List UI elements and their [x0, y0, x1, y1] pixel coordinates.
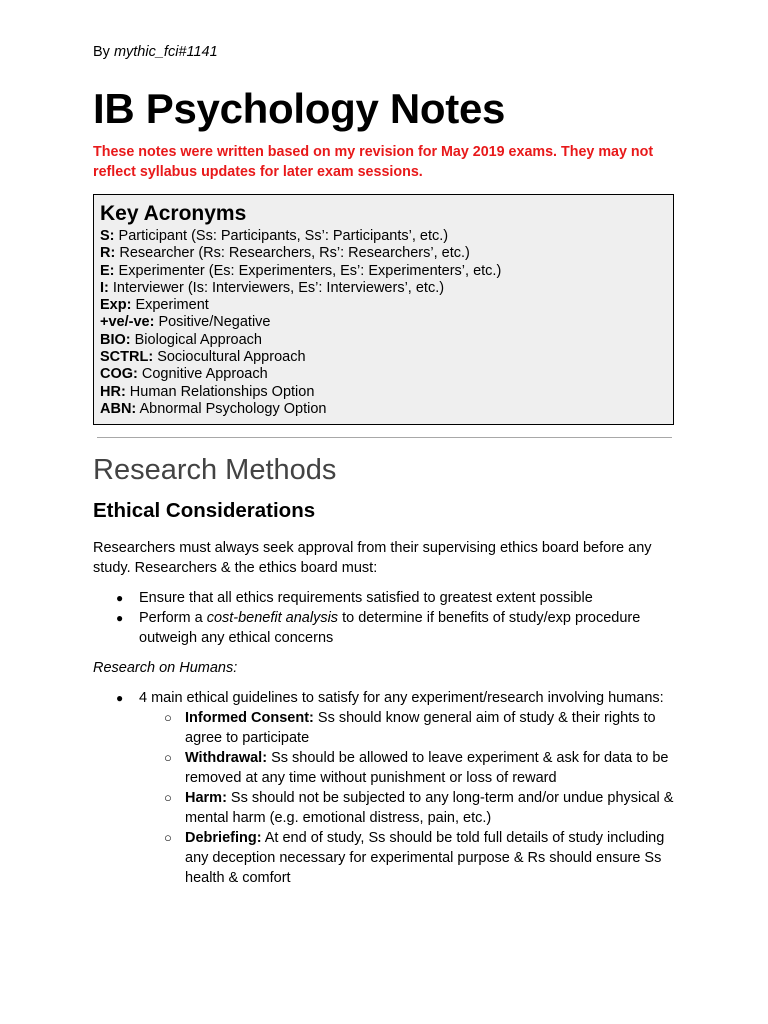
- ethics-board-list: [93, 588, 674, 648]
- bullet-circle-icon: ○: [164, 830, 172, 846]
- guideline-term: Debriefing:: [185, 830, 262, 847]
- acronym-row: [100, 332, 667, 349]
- acronym-abbr: ABN:: [100, 400, 137, 417]
- acronym-meaning: Participant (Ss: Participants, Ss’: Participants’, etc.): [114, 228, 449, 244]
- guideline-item: [164, 788, 674, 828]
- acronym-meaning: Interviewer (Is: Interviewers, Es’: Interviewers’, etc.): [108, 279, 445, 296]
- acronym-abbr: SCTRL:: [100, 349, 154, 366]
- acronym-abbr: E:: [100, 262, 115, 279]
- byline-author: mythic_fci#1141: [113, 44, 218, 60]
- guideline-text: Ss should not be subjected to any long-term and/or undue physical & mental harm (e.g. emotional distress, pain, etc.): [185, 790, 674, 827]
- bullet-dot-icon: ●: [116, 691, 124, 706]
- document-title: IB Psychology Notes: [93, 85, 506, 132]
- bullet-dot-icon: ●: [116, 591, 124, 606]
- intro-paragraph: Researchers must always seek approval from their supervising ethics board before any study. Researchers & the ethics board must:: [93, 540, 652, 577]
- guideline-term: Harm:: [185, 790, 227, 807]
- acronym-row: [100, 366, 667, 383]
- guideline-term: Withdrawal:: [185, 750, 268, 767]
- guideline-text: At end of study, Ss should be told full details of study including any deception necessary for experimental purpose & Rs should ensure Ss health & comfort: [185, 830, 665, 887]
- section-divider: [97, 437, 672, 438]
- acronym-abbr: BIO:: [100, 331, 131, 348]
- list-item: [116, 688, 674, 888]
- bullet-circle-icon: ○: [164, 790, 172, 806]
- acronym-row: [100, 384, 667, 401]
- guidelines-list: [139, 708, 674, 888]
- byline-prefix: By: [93, 44, 114, 60]
- acronym-row: [100, 245, 667, 262]
- acronym-abbr: R:: [100, 245, 116, 262]
- acronym-abbr: HR:: [100, 383, 126, 400]
- acronym-meaning: Biological Approach: [130, 331, 263, 348]
- acronym-abbr: S:: [100, 228, 115, 244]
- guideline-item: [164, 708, 674, 748]
- bullet-dot-icon: ●: [116, 611, 124, 626]
- acronym-meaning: Experimenter (Es: Experimenters, Es’: Experimenters’, etc.): [114, 262, 502, 279]
- acronym-row: [100, 349, 667, 366]
- acronym-meaning: Abnormal Psychology Option: [136, 400, 327, 417]
- acronym-meaning: Experiment: [131, 297, 209, 314]
- list-item-text: 4 main ethical guidelines to satisfy for any experiment/research involving humans:: [139, 690, 664, 707]
- key-acronyms-heading: Key Acronyms: [100, 202, 247, 225]
- bullet-circle-icon: ○: [164, 710, 172, 726]
- acronym-meaning: Human Relationships Option: [125, 383, 315, 400]
- guideline-item: [164, 828, 674, 888]
- acronym-row: [100, 297, 667, 314]
- key-acronyms-box: [93, 194, 674, 425]
- guideline-text: Ss should know general aim of study & their rights to agree to participate: [185, 710, 656, 747]
- humans-label: Research on Humans:: [93, 660, 238, 677]
- guideline-item: [164, 748, 674, 788]
- acronym-meaning: Positive/Negative: [154, 314, 271, 331]
- acronym-meaning: Researcher (Rs: Researchers, Rs’: Researchers’, etc.): [115, 245, 470, 262]
- acronym-row: [100, 401, 667, 418]
- list-item-text-pre: Perform a: [139, 610, 207, 627]
- list-item-emphasis: cost-benefit analysis: [206, 610, 339, 627]
- list-item: [116, 588, 674, 608]
- acronym-abbr: I:: [100, 279, 109, 296]
- guideline-text: Ss should be allowed to leave experiment & ask for data to be removed at any time without punishment or loss of reward: [185, 750, 669, 787]
- acronym-row: [100, 228, 667, 245]
- section-title: Research Methods: [93, 454, 337, 487]
- subsection-title: Ethical Considerations: [93, 499, 316, 523]
- humans-list: [93, 688, 674, 888]
- acronym-row: [100, 280, 667, 297]
- acronym-abbr: Exp:: [100, 297, 132, 314]
- acronym-meaning: Sociocultural Approach: [153, 349, 306, 366]
- acronym-row: [100, 263, 667, 280]
- byline: [93, 42, 674, 62]
- list-item-text-post: to determine if benefits of study/exp procedure outweigh any ethical concerns: [139, 610, 641, 647]
- warning-note: These notes were written based on my revision for May 2019 exams. They may not reflect syllabus updates for later exam sessions.: [93, 144, 654, 180]
- list-item: [116, 608, 674, 648]
- acronym-abbr: +ve/-ve:: [100, 314, 155, 331]
- bullet-circle-icon: ○: [164, 750, 172, 766]
- list-item-text: Ensure that all ethics requirements satisfied to greatest extent possible: [139, 590, 593, 607]
- acronym-meaning: Cognitive Approach: [137, 366, 268, 383]
- acronym-abbr: COG:: [100, 366, 138, 383]
- acronym-row: [100, 314, 667, 331]
- guideline-term: Informed Consent:: [185, 710, 314, 727]
